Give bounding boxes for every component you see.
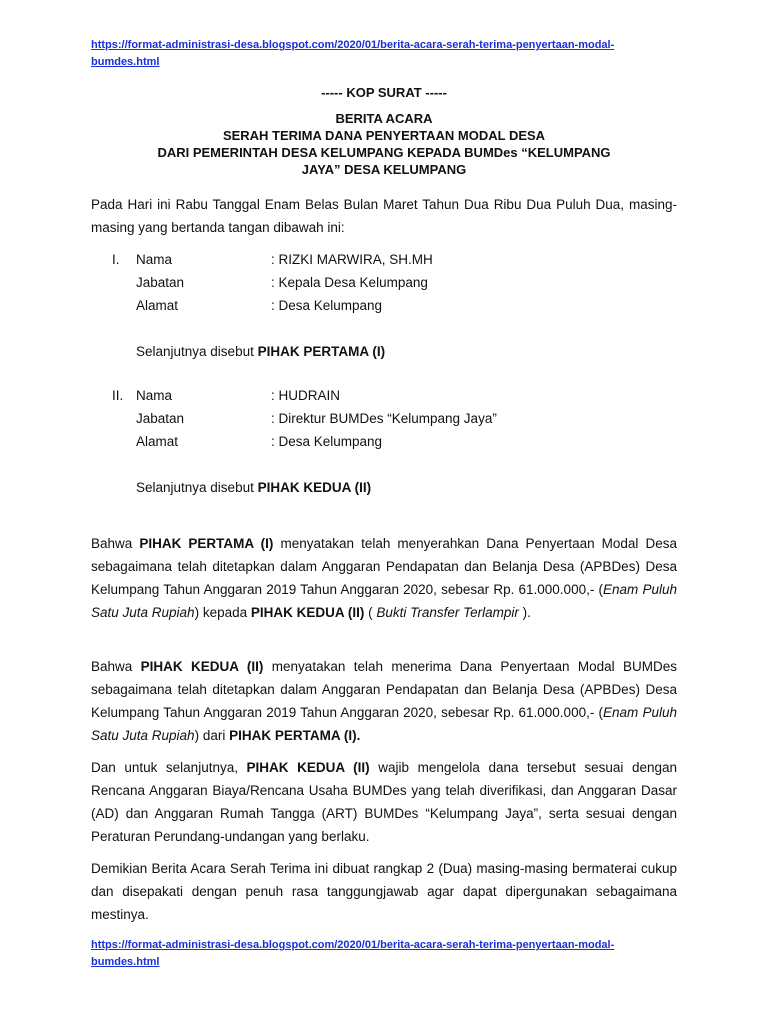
text-run: menyatakan telah menyerahkan Dana Penyertaan Modal Desa sebagaimana telah ditetapkan dalam Anggaran Pendapatan dan Belanja Desa (APBDes) Desa Kelumpang Tahun Anggaran 2019 Tahun Anggaran 2020, sebesar Rp. 61.000.000,- ( [91, 536, 677, 597]
paragraph-handover [91, 532, 677, 624]
field-label: Nama [136, 252, 173, 267]
document-title-block [0, 110, 768, 178]
paragraph-obligation [91, 756, 677, 848]
footer-link-line1[interactable]: https://format-administrasi-desa.blogspot.com/2020/01/berita-acara-serah-terima-penyertaan-modal- [91, 939, 615, 951]
designation-prefix: Selanjutnya disebut [136, 344, 258, 359]
bold-party-name: PIHAK PERTAMA (I) [139, 536, 274, 551]
amount-in-words: Enam Puluh Satu Juta Rupiah [91, 582, 677, 620]
text-run: wajib mengelola dana tersebut sesuai dengan Rencana Anggaran Biaya/Rencana Usaha BUMDes yang telah diverifikasi, dan Anggaran Dasar (AD) dan Anggaran Rumah Tangga (ART) BUMDes “Kelumpang Jaya”, serta sesuai dengan Peraturan Perundang-undangan yang berlaku. [91, 760, 678, 844]
text-run: ) kepada [194, 605, 251, 620]
field-value: : Desa Kelumpang [271, 434, 383, 449]
party-second-designation [136, 476, 371, 499]
text-run: Bahwa [91, 659, 141, 674]
document-subtitle-2: DARI PEMERINTAH DESA KELUMPANG KEPADA BUMDes “KELUMPANG [157, 145, 611, 160]
designation-label: PIHAK KEDUA (II) [257, 480, 372, 495]
amount-in-words: Enam Puluh Satu Juta Rupiah [91, 705, 677, 743]
party-first-number: I. [112, 252, 120, 267]
document-subtitle-3: JAYA” DESA KELUMPANG [301, 162, 467, 177]
field-label: Alamat [136, 434, 179, 449]
party-second-number: II. [112, 388, 124, 403]
text-run: ) dari [194, 728, 230, 743]
header-link[interactable] [91, 37, 691, 71]
document-subtitle-1: SERAH TERIMA DANA PENYERTAAN MODAL DESA [222, 128, 546, 143]
field-label: Jabatan [136, 275, 185, 290]
field-label: Alamat [136, 298, 179, 313]
header-link-line2[interactable]: bumdes.html [91, 56, 160, 68]
party-first-position-row [91, 271, 677, 294]
paragraph-closing: Demikian Berita Acara Serah Terima ini dibuat rangkap 2 (Dua) masing-masing bermaterai cukup dan disepakati dengan penuh rasa tanggungjawab agar dapat dipergunakan sebagaimana mestinya. [91, 861, 677, 922]
designation-prefix: Selanjutnya disebut [136, 480, 258, 495]
field-value: : HUDRAIN [271, 388, 341, 403]
field-label: Nama [136, 388, 173, 403]
party-second [91, 384, 677, 453]
header-link-line1[interactable]: https://format-administrasi-desa.blogspot.com/2020/01/berita-acara-serah-terima-penyertaan-modal- [91, 39, 615, 51]
party-first [91, 248, 677, 317]
attachment-note: Bukti Transfer Terlampir [376, 605, 519, 620]
party-second-address-row [91, 430, 677, 453]
party-second-position-row [91, 407, 677, 430]
footer-link-line2[interactable]: bumdes.html [91, 956, 160, 968]
field-value: : Kepala Desa Kelumpang [271, 275, 428, 290]
party-second-name-row [91, 384, 677, 407]
text-run: Bahwa [91, 536, 140, 551]
text-run: ). [518, 605, 531, 620]
field-value: : RIZKI MARWIRA, SH.MH [271, 252, 433, 267]
party-first-designation [136, 340, 385, 363]
intro-paragraph: Pada Hari ini Rabu Tanggal Enam Belas Bulan Maret Tahun Dua Ribu Dua Puluh Dua, masing-masing yang bertanda tangan dibawah ini: [91, 197, 677, 235]
kop-surat-placeholder: ----- KOP SURAT ----- [321, 85, 447, 100]
field-value: : Desa Kelumpang [271, 298, 383, 313]
field-value: : Direktur BUMDes “Kelumpang Jaya” [271, 411, 497, 426]
document-title: BERITA ACARA [335, 111, 433, 126]
bold-party-name: PIHAK KEDUA (II) [246, 760, 370, 775]
bold-party-name: PIHAK PERTAMA (I). [229, 728, 361, 743]
bold-party-name: PIHAK KEDUA (II) [140, 659, 264, 674]
party-first-address-row [91, 294, 677, 317]
field-label: Jabatan [136, 411, 185, 426]
designation-label: PIHAK PERTAMA (I) [257, 344, 386, 359]
paragraph-receipt [91, 655, 677, 747]
footer-link[interactable] [91, 937, 691, 971]
text-run: Dan untuk selanjutnya, [91, 760, 247, 775]
party-first-name-row [91, 248, 677, 271]
text-run: ( [364, 605, 377, 620]
bold-party-name: PIHAK KEDUA (II) [250, 605, 365, 620]
text-run: menyatakan telah menerima Dana Penyertaan Modal BUMDes sebagaimana telah ditetapkan dalam Anggaran Pendapatan dan Belanja Desa (APBDes) Desa Kelumpang Tahun Anggaran 2019 Tahun Anggaran 2020, sebesar Rp. 61.000.000,- ( [91, 659, 677, 720]
